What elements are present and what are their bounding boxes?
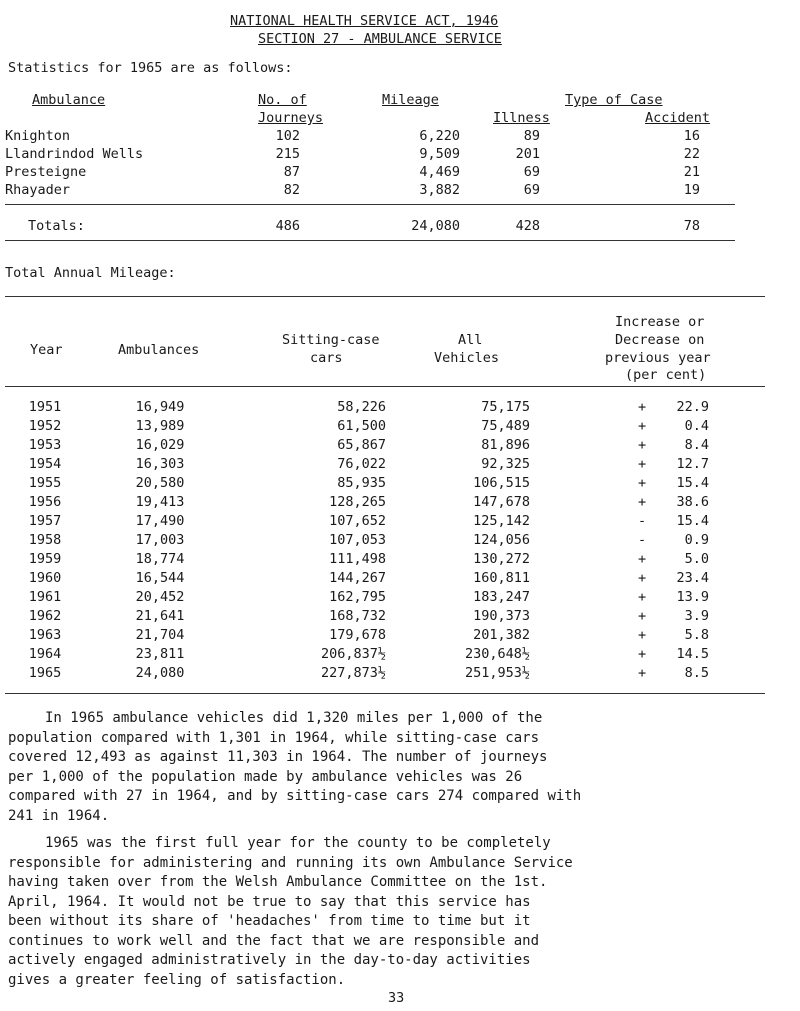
cell-sitting-case-cars: 85,935 (337, 475, 386, 491)
cell-sitting-case-cars: 227,873½ (320, 665, 386, 681)
row-mileage: 3,882 (419, 182, 460, 198)
cell-change-sign: + (638, 589, 647, 605)
table-divider (5, 693, 765, 694)
totals-accident: 78 (683, 218, 700, 234)
cell-ambulances: 17,490 (135, 513, 185, 529)
cell-change-sign: + (638, 475, 647, 491)
cell-all-vehicles: 130,272 (473, 551, 530, 567)
totals-illness: 428 (515, 218, 540, 234)
col-header-change-1: Increase or (615, 314, 705, 330)
col-header-no-of: No. of (258, 92, 307, 108)
row-illness: 201 (515, 146, 540, 162)
paragraph-line: covered 12,493 as against 11,303 in 1964. The number of journeys (8, 749, 548, 765)
paragraph-line: In 1965 ambulance vehicles did 1,320 miles per 1,000 of the (45, 710, 543, 726)
cell-change-sign: + (638, 437, 647, 453)
cell-all-vehicles: 230,648½ (464, 646, 530, 662)
paragraph-line: per 1,000 of the population made by ambulance vehicles was 26 (8, 768, 523, 785)
cell-change-percent: 22.9 (676, 399, 709, 415)
cell-change-sign: + (638, 646, 647, 662)
cell-change-percent: 15.4 (676, 513, 709, 529)
row-accident: 19 (683, 182, 700, 198)
paragraph-line: 241 in 1964. (8, 807, 110, 824)
col-header-illness: Illness (493, 110, 550, 126)
cell-all-vehicles: 106,515 (473, 475, 530, 491)
table-divider (5, 240, 735, 241)
cell-sitting-case-cars: 206,837½ (320, 646, 386, 662)
col-header-year: Year (30, 342, 63, 358)
cell-ambulances: 20,580 (135, 475, 185, 491)
cell-year: 1960 (28, 570, 62, 586)
annual-mileage-title: Total Annual Mileage: (5, 265, 176, 281)
cell-change-percent: 5.0 (684, 551, 709, 567)
cell-ambulances: 17,003 (135, 532, 185, 548)
cell-all-vehicles: 183,247 (473, 589, 530, 605)
cell-change-percent: 38.6 (676, 494, 709, 510)
cell-ambulances: 21,704 (135, 627, 185, 643)
cell-change-percent: 3.9 (684, 608, 709, 624)
cell-all-vehicles: 92,325 (481, 456, 530, 472)
row-ambulance: Rhayader (5, 182, 71, 198)
col-header-mileage: Mileage (382, 92, 439, 108)
cell-change-percent: 8.5 (684, 665, 709, 681)
col-header-all-1: All (458, 332, 483, 348)
cell-year: 1955 (28, 475, 62, 491)
col-header-accident: Accident (645, 110, 711, 126)
cell-ambulances: 16,949 (135, 399, 185, 415)
col-header-sitting-1: Sitting-case (282, 332, 380, 348)
col-header-journeys: Journeys (258, 110, 324, 126)
paragraph-line: compared with 27 in 1964, and by sitting-case cars 274 compared with (8, 788, 582, 804)
cell-year: 1957 (28, 513, 62, 529)
cell-year: 1953 (28, 437, 62, 453)
totals-label: Totals: (28, 218, 85, 234)
paragraph-line: having taken over from the Welsh Ambulance Committee on the 1st. (8, 874, 548, 890)
row-journeys: 87 (283, 164, 300, 180)
cell-all-vehicles: 125,142 (473, 513, 530, 529)
cell-sitting-case-cars: 107,053 (329, 532, 386, 548)
cell-year: 1961 (28, 589, 62, 605)
cell-ambulances: 23,811 (135, 646, 185, 662)
cell-change-sign: + (638, 608, 647, 624)
cell-change-sign: + (638, 456, 647, 472)
cell-all-vehicles: 75,489 (481, 418, 530, 434)
row-mileage: 6,220 (419, 128, 460, 144)
cell-all-vehicles: 124,056 (473, 532, 530, 548)
row-illness: 69 (523, 182, 540, 198)
row-illness: 69 (523, 164, 540, 180)
cell-year: 1952 (28, 418, 62, 434)
table-divider (5, 386, 765, 387)
cell-change-percent: 0.4 (684, 418, 709, 434)
cell-ambulances: 16,544 (135, 570, 185, 586)
row-mileage: 9,509 (419, 146, 460, 162)
cell-change-sign: - (638, 513, 647, 529)
page-number: 33 (388, 990, 405, 1006)
cell-change-percent: 15.4 (676, 475, 709, 491)
row-ambulance: Presteigne (5, 164, 87, 180)
cell-sitting-case-cars: 111,498 (329, 551, 386, 567)
col-header-change-3: previous year (605, 350, 711, 366)
cell-ambulances: 24,080 (135, 665, 185, 681)
cell-year: 1951 (28, 399, 62, 415)
row-accident: 21 (683, 164, 700, 180)
paragraph-line: actively engaged administratively in the day-to-day activities (8, 952, 531, 968)
cell-change-sign: + (638, 665, 647, 681)
row-accident: 22 (683, 146, 700, 162)
row-mileage: 4,469 (419, 164, 460, 180)
cell-all-vehicles: 81,896 (481, 437, 530, 453)
col-header-change-4: (per cent) (625, 367, 707, 383)
cell-sitting-case-cars: 58,226 (337, 399, 386, 415)
cell-year: 1963 (28, 627, 62, 643)
cell-change-percent: 0.9 (684, 532, 709, 548)
paragraph-line: 1965 was the first full year for the county to be completely (45, 835, 551, 851)
row-journeys: 82 (283, 182, 300, 198)
row-journeys: 102 (275, 128, 300, 144)
cell-ambulances: 20,452 (135, 589, 185, 605)
col-header-all-2: Vehicles (434, 350, 500, 366)
paragraph-line: gives a greater feeling of satisfaction. (8, 971, 346, 988)
cell-ambulances: 18,774 (135, 551, 185, 567)
cell-sitting-case-cars: 168,732 (329, 608, 386, 624)
cell-all-vehicles: 75,175 (481, 399, 530, 415)
cell-all-vehicles: 251,953½ (464, 665, 530, 681)
cell-sitting-case-cars: 128,265 (329, 494, 386, 510)
cell-year: 1958 (28, 532, 62, 548)
cell-sitting-case-cars: 65,867 (337, 437, 386, 453)
cell-change-percent: 12.7 (676, 456, 709, 472)
cell-all-vehicles: 160,811 (473, 570, 530, 586)
cell-year: 1956 (28, 494, 62, 510)
cell-change-percent: 8.4 (684, 437, 709, 453)
col-header-ambulance: Ambulance (32, 92, 106, 108)
paragraph-line: been without its share of 'headaches' from time to time but it (8, 913, 531, 929)
cell-sitting-case-cars: 162,795 (329, 589, 386, 605)
cell-sitting-case-cars: 76,022 (337, 456, 386, 472)
cell-all-vehicles: 147,678 (473, 494, 530, 510)
cell-change-sign: - (638, 532, 647, 548)
table-divider (5, 296, 765, 297)
totals-journeys: 486 (275, 218, 300, 234)
cell-year: 1965 (28, 665, 62, 681)
cell-change-sign: + (638, 570, 647, 586)
cell-ambulances: 21,641 (135, 608, 185, 624)
cell-sitting-case-cars: 179,678 (329, 627, 386, 643)
row-journeys: 215 (275, 146, 300, 162)
cell-change-percent: 5.8 (684, 627, 709, 643)
paragraph-line: responsible for administering and running its own Ambulance Service (8, 854, 573, 871)
cell-change-sign: + (638, 551, 647, 567)
cell-change-percent: 14.5 (676, 646, 709, 662)
row-ambulance: Llandrindod Wells (5, 146, 144, 162)
row-accident: 16 (683, 128, 700, 144)
col-header-type-of-case: Type of Case (565, 92, 663, 108)
cell-ambulances: 16,029 (135, 437, 185, 453)
row-ambulance: Knighton (5, 128, 71, 144)
cell-year: 1962 (28, 608, 62, 624)
cell-sitting-case-cars: 61,500 (337, 418, 386, 434)
cell-year: 1959 (28, 551, 62, 567)
cell-year: 1964 (28, 646, 62, 662)
heading-line-2: SECTION 27 - AMBULANCE SERVICE (258, 31, 502, 47)
totals-mileage: 24,080 (411, 218, 460, 234)
paragraph-line: continues to work well and the fact that we are responsible and (8, 932, 540, 949)
cell-all-vehicles: 190,373 (473, 608, 530, 624)
cell-ambulances: 16,303 (135, 456, 185, 472)
cell-ambulances: 13,989 (135, 418, 185, 434)
cell-change-percent: 13.9 (676, 589, 709, 605)
col-header-change-2: Decrease on (615, 332, 705, 348)
cell-ambulances: 19,413 (135, 494, 185, 510)
row-illness: 89 (523, 128, 540, 144)
cell-change-sign: + (638, 627, 647, 643)
heading-line-1: NATIONAL HEALTH SERVICE ACT, 1946 (230, 13, 499, 29)
cell-change-sign: + (638, 418, 647, 434)
table-divider (5, 204, 735, 205)
paragraph-line: April, 1964. It would not be true to say that this service has (8, 893, 531, 910)
intro-text: Statistics for 1965 are as follows: (8, 60, 293, 76)
cell-change-sign: + (638, 399, 647, 415)
cell-change-sign: + (638, 494, 647, 510)
cell-year: 1954 (28, 456, 62, 472)
cell-change-percent: 23.4 (676, 570, 709, 586)
cell-all-vehicles: 201,382 (473, 627, 530, 643)
paragraph-line: population compared with 1,301 in 1964, while sitting-case cars (8, 729, 540, 746)
col-header-ambulances: Ambulances (118, 342, 200, 358)
cell-sitting-case-cars: 144,267 (329, 570, 386, 586)
col-header-sitting-2: cars (310, 350, 343, 366)
cell-sitting-case-cars: 107,652 (329, 513, 386, 529)
